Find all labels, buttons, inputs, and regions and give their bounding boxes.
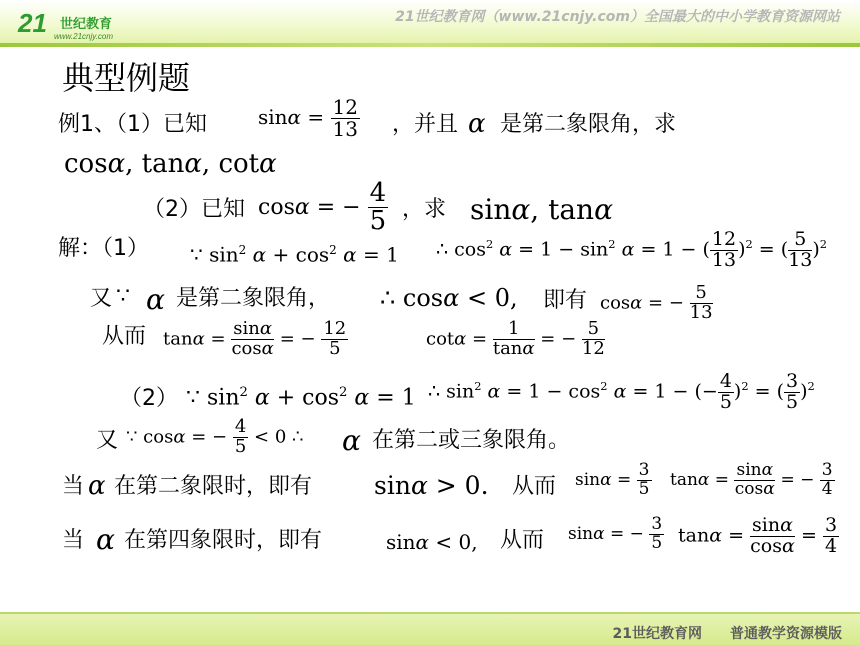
sin-sq-calc: ∴ $\sin^2 \alpha = 1 - \cos^2 \alpha = 1$ − (− $\frac{4}{5}$ )$^2$ = ( $\frac{3}{5}$ )$^2$ [428, 370, 815, 413]
site-logo[interactable] [4, 2, 154, 42]
sol-line7-b: 在第四象限时，即有 [124, 528, 323, 553]
sol-line2-a: 又 [90, 286, 113, 311]
sol-line2-b: 是第二象限角， [176, 286, 331, 311]
sol-line7-c: 从而 [500, 528, 545, 553]
logo-mark: 21 [18, 8, 47, 38]
tan-q4-value: tanα = $\frac{\sin\alpha}{\cos\alpha}$ = $\frac{3}{4}$ [678, 514, 838, 557]
footer-divider [0, 612, 860, 614]
identity-eq-2: ∵ $\sin^2 \alpha + \cos^2 \alpha = 1$ [186, 385, 416, 411]
part2-label: （2）已知 [143, 197, 245, 222]
cot-value: cotα = $\frac{1}{\tan\alpha}$ = − $\frac{5}{12}$ [426, 318, 605, 359]
sol-line3: 从而 [102, 324, 147, 349]
because-symbol: ∵ [116, 284, 130, 309]
sol-line6-a: 当 [62, 474, 85, 499]
part2-targets: sinα, tanα [470, 193, 613, 226]
alpha-symbol-4: α [88, 471, 106, 501]
cos-sq-calc-1: ∴ $\cos^2 \alpha = 1 - \sin^2 \alpha = 1$ − ( $\frac{12}{13}$ )$^2$ = ( $\frac{5}{13}$ )$^2$ [436, 228, 828, 271]
example-text-mid: ，并且 [392, 112, 459, 137]
part2-ask: ，求 [402, 197, 447, 222]
header-slogan: 21世纪教育网（www.21cnjy.com）全国最大的中小学教育资源网站 [395, 9, 840, 25]
cos-value: cosα = − $\frac{5}{13}$ [600, 282, 713, 323]
logo-text: 世纪教育 [60, 16, 113, 31]
sol-line2-c: 即有 [543, 288, 588, 313]
sol-line6-c: 从而 [512, 474, 557, 499]
sol-part2-label: （2） [120, 386, 178, 411]
logo-url: www.21cnjy.com [54, 32, 113, 41]
alpha-symbol-2: α [146, 283, 165, 316]
alpha-symbol-5: α [96, 523, 115, 556]
example-label: 例1、（1）已知 [58, 112, 207, 137]
header-divider [0, 43, 860, 47]
sol-line7-a: 当 [62, 528, 85, 553]
cos-lt-zero: ∵ cosα = − $\frac{4}{5}$ < 0 ∴ [126, 416, 304, 457]
find-targets: cosα, tanα, cotα [64, 149, 277, 179]
identity-eq-1: ∵ $\sin^2 \alpha + \cos^2 \alpha = 1$ [190, 242, 399, 267]
tan-q2-value: tanα = $\frac{\sin\alpha}{\cos\alpha}$ = − $\frac{3}{4}$ [670, 460, 833, 499]
footer-text: 21世纪教育网 普通教学资源模版 [612, 626, 842, 642]
slide-title: 典型例题 [62, 59, 191, 97]
sol-line5-b: 在第二或三象限角。 [372, 428, 571, 453]
example-text-end: 是第二象限角，求 [500, 112, 677, 137]
given-cos-expr: cosα = − $\frac{4}{5}$ [258, 178, 387, 237]
sin-q2-value: sinα = $\frac{3}{5}$ [575, 460, 650, 499]
solution-label: 解：（1） [58, 236, 149, 261]
sol-line6-b: 在第二象限时，即有 [114, 474, 313, 499]
sin-negative: sinα < 0, [386, 530, 478, 554]
sol-line5-a: 又 [96, 428, 119, 453]
sin-q4-value: sinα = − $\frac{3}{5}$ [568, 514, 663, 553]
cos-negative: ∴ cosα < 0, [380, 284, 518, 312]
alpha-symbol: α [468, 109, 486, 139]
alpha-symbol-3: α [342, 424, 361, 457]
given-sin-expr: sinα = $\frac{12}{13}$ [258, 95, 358, 141]
tan-value: tanα = $\frac{\sin\alpha}{\cos\alpha}$ = − $\frac{12}{5}$ [163, 318, 347, 359]
sin-positive: sinα > 0. [374, 471, 489, 500]
